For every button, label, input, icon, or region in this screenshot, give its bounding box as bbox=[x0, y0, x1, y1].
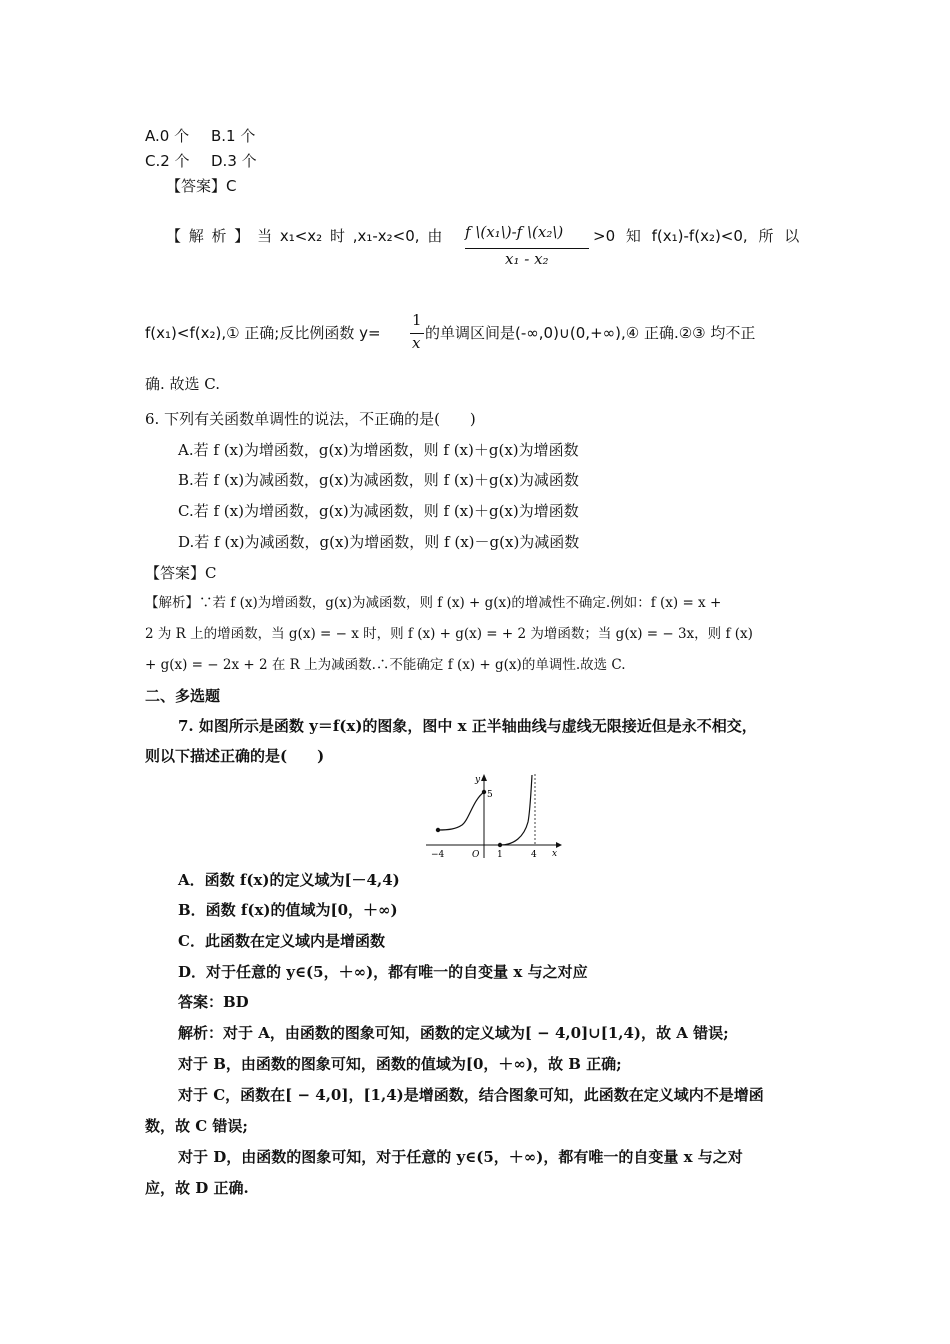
question-7-analysis: 应，故 D 正确. bbox=[145, 1179, 249, 1197]
question-7-answer: 答案：BD bbox=[178, 993, 249, 1011]
origin-label: O bbox=[472, 850, 480, 860]
tick-label-5: 5 bbox=[487, 790, 493, 800]
section-heading: 二、多选题 bbox=[145, 687, 221, 705]
fraction-numerator: f \(x₁\)-f \(x₂\) bbox=[465, 223, 564, 241]
question-7-option-b: B．函数 f(x)的值域为[0，＋∞) bbox=[178, 901, 398, 919]
question-7-analysis: 对于 D，由函数的图象可知，对于任意的 y∈(5，＋∞)，都有唯一的自变量 x 与之对 bbox=[178, 1148, 743, 1166]
endpoint-neg4 bbox=[436, 828, 440, 832]
endpoint-5 bbox=[482, 790, 486, 794]
curve-right bbox=[500, 775, 532, 845]
endpoint-1 bbox=[498, 843, 502, 847]
question-7-option-d: D．对于任意的 y∈(5，＋∞)，都有唯一的自变量 x 与之对应 bbox=[178, 963, 588, 981]
question-6-option-b: B.若 f (x)为减函数，g(x)为减函数，则 f (x)＋g(x)为减函数 bbox=[178, 471, 579, 489]
fraction-denominator: x bbox=[412, 334, 421, 352]
question-6-option-c: C.若 f (x)为增函数，g(x)为减函数，则 f (x)＋g(x)为增函数 bbox=[178, 502, 579, 520]
answer-label: 【答案】C bbox=[166, 177, 237, 195]
question-6-analysis: + g(x) = − 2x + 2 在 R 上为减函数.∴不能确定 f (x) + g(x)的单调性.故选 C. bbox=[145, 657, 626, 673]
y-axis-arrow bbox=[481, 774, 487, 781]
fraction bbox=[410, 313, 426, 358]
option-d: D.3 个 bbox=[211, 152, 257, 170]
question-6-answer: 【答案】C bbox=[145, 564, 217, 582]
question-7-analysis: 解析：对于 A，由函数的图象可知，函数的定义域为[ − 4,0]∪[1,4)，故 A 错误; bbox=[178, 1024, 729, 1042]
question-6-option-d: D.若 f (x)为减函数，g(x)为增函数，则 f (x)－g(x)为减函数 bbox=[178, 533, 580, 551]
analysis-text: >0 知 f(x₁)-f(x₂)<0, 所 以 bbox=[593, 227, 800, 245]
question-6-option-a: A.若 f (x)为增函数，g(x)为增函数，则 f (x)＋g(x)为增函数 bbox=[178, 441, 579, 459]
tick-label-4: 4 bbox=[531, 850, 537, 860]
fraction bbox=[465, 223, 593, 278]
analysis-text: 的单调区间是(-∞,0)∪(0,+∞),④ 正确.②③ 均不正 bbox=[425, 324, 756, 342]
question-7-analysis: 数，故 C 错误; bbox=[145, 1117, 248, 1135]
option-a: A.0 个 bbox=[145, 127, 190, 145]
analysis-text: 确. 故选 C. bbox=[145, 375, 221, 393]
option-c: C.2 个 bbox=[145, 152, 190, 170]
question-6-analysis: 2 为 R 上的增函数，当 g(x) = − x 时，则 f (x) + g(x) = + 2 为增函数；当 g(x) = − 3x，则 f (x) bbox=[145, 626, 753, 642]
x-axis-label: x bbox=[552, 849, 558, 859]
question-7-stem: 7. 如图所示是函数 y＝f(x)的图象，图中 x 正半轴曲线与虚线无限接近但是永不相交， bbox=[178, 717, 757, 735]
tick-label-1: 1 bbox=[497, 850, 503, 860]
option-b: B.1 个 bbox=[211, 127, 256, 145]
question-6-analysis: 【解析】∵若 f (x)为增函数，g(x)为减函数，则 f (x) + g(x)的增减性不确定.例如：f (x) = x + bbox=[145, 595, 722, 611]
question-6-stem: 6. 下列有关函数单调性的说法，不正确的是( ) bbox=[145, 410, 476, 428]
fraction-numerator: 1 bbox=[412, 311, 422, 329]
question-7-option-a: A．函数 f(x)的定义域为[－4,4) bbox=[178, 871, 400, 889]
question-7-option-c: C．此函数在定义域内是增函数 bbox=[178, 932, 385, 950]
fraction-bar bbox=[465, 248, 589, 249]
tick-label-neg4: −4 bbox=[431, 850, 445, 860]
analysis-text: f(x₁)<f(x₂),① 正确;反比例函数 y= bbox=[145, 324, 381, 342]
question-7-stem: 则以下描述正确的是( ) bbox=[145, 747, 325, 765]
y-axis-label: y bbox=[475, 775, 481, 785]
x-axis-arrow bbox=[556, 842, 562, 848]
function-graph bbox=[424, 772, 564, 864]
curve-left bbox=[438, 792, 484, 830]
fraction-denominator: x₁ - x₂ bbox=[505, 250, 549, 268]
question-7-analysis: 对于 B，由函数的图象可知，函数的值域为[0，＋∞)，故 B 正确; bbox=[178, 1055, 622, 1073]
question-7-analysis: 对于 C，函数在[ − 4,0]，[1,4)是增函数，结合图象可知，此函数在定义域内不是增函 bbox=[178, 1086, 764, 1104]
analysis-text: 【 解 析 】 当 x₁<x₂ 时 ,x₁-x₂<0, 由 bbox=[166, 227, 443, 245]
